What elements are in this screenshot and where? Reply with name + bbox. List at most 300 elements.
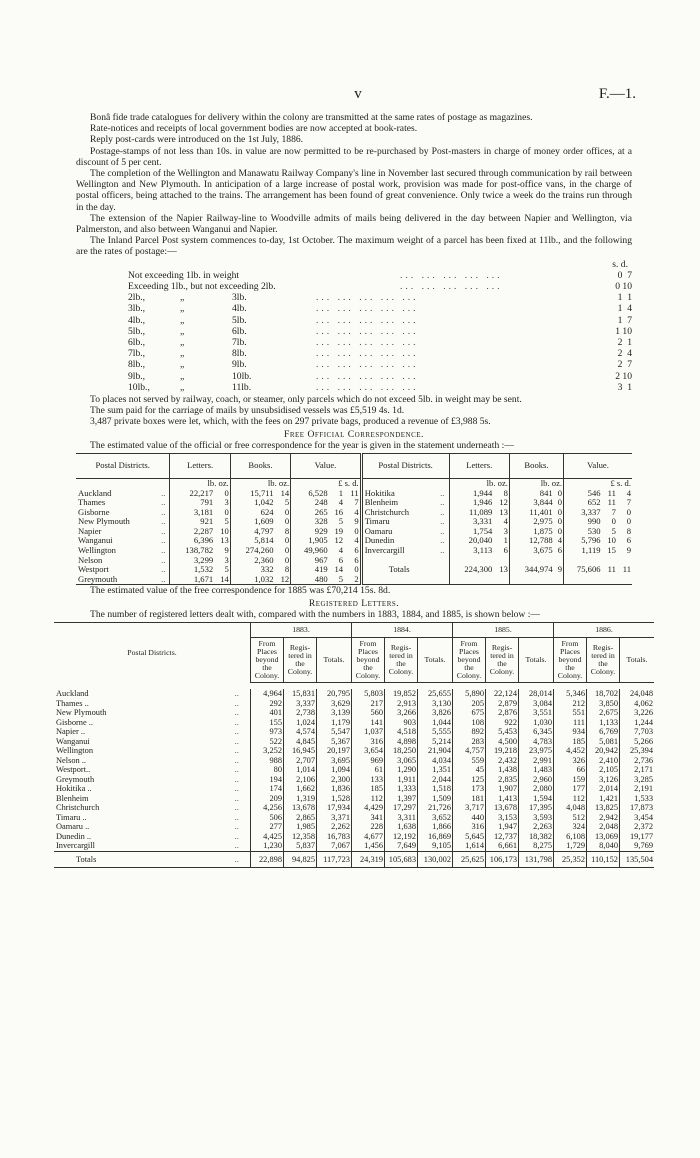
total-value: 2,044 [418, 775, 453, 785]
unit-label: lb. oz. [509, 478, 563, 488]
subheader-from-abroad: From Places beyond the Colony. [453, 638, 486, 683]
leader-dots: .. [223, 813, 250, 823]
rate-from: 9lb., [128, 370, 146, 382]
col-header-district: Postal Districts. [54, 623, 251, 683]
from-abroad-value: 277 [251, 822, 284, 832]
leader-dots: .. [157, 575, 170, 585]
from-abroad-value: 675 [453, 708, 486, 718]
leader-dots: .. [157, 498, 170, 508]
total-value: 5,214 [418, 737, 453, 747]
district-name: Nelson .. [56, 755, 87, 765]
value-pounds: 5,796 [581, 535, 601, 546]
total-value: 20,795 [317, 689, 352, 699]
from-abroad-value: 324 [554, 822, 587, 832]
books-oz: 0 [275, 536, 291, 546]
district-name: Timaru [364, 516, 390, 527]
leader-dots: .. [157, 536, 170, 546]
total-value: 2,991 [519, 756, 554, 766]
books-lb: 1,042 [254, 497, 274, 508]
books-lb: 2,360 [254, 554, 274, 565]
value-pence: 2 [344, 575, 361, 585]
rate-from: 3lb., [128, 303, 146, 315]
registered-value: 18,702 [587, 689, 620, 699]
totals-label: Totals [361, 565, 449, 575]
books-oz: 5 [275, 498, 291, 508]
empty-cell [564, 575, 632, 585]
total-value: 1,044 [418, 718, 453, 728]
rate-row [76, 337, 632, 348]
from-abroad-value: 506 [251, 813, 284, 823]
grand-total: 106,173 [486, 851, 519, 868]
books-lb: 624 [260, 506, 274, 517]
total-value: 1,533 [634, 793, 653, 803]
free-official-intro: The estimated value of the official or free correspondence for the year is given in the statement underneath :— [90, 439, 514, 451]
registered-value: 19,218 [486, 746, 519, 756]
registered-value: 17,297 [385, 803, 418, 813]
value-pence: 11 [344, 489, 361, 499]
value-pence: 6 [626, 535, 631, 546]
from-abroad-value: 212 [554, 699, 587, 709]
total-value: 21,726 [418, 803, 453, 813]
rate-to: 7lb. [232, 336, 247, 348]
leader-dots: ... ... ... ... ... [316, 381, 419, 393]
total-value: 1,179 [317, 718, 352, 728]
district-name: Napier .. [56, 727, 86, 737]
from-abroad-value: 209 [251, 794, 284, 804]
registered-value: 2,105 [587, 765, 620, 775]
total-value: 1,030 [519, 718, 554, 728]
subheader-totals: Totals. [418, 638, 453, 683]
grand-total: 22,898 [251, 851, 284, 868]
from-abroad-value: 4,048 [554, 803, 587, 813]
registered-value: 1,290 [385, 765, 418, 775]
total-value: 5,266 [634, 736, 653, 746]
total-value: 3,551 [519, 708, 554, 718]
total-value: 5,555 [418, 727, 453, 737]
registered-value: 22,124 [486, 689, 519, 699]
leader-dots: .. [223, 851, 250, 868]
year-header-1886: 1886. [554, 623, 655, 638]
books-oz: 14 [275, 489, 291, 499]
leader-dots: ... ... ... ... ... [316, 359, 419, 371]
value-pence: 9 [344, 517, 361, 527]
district-name: Westport [78, 564, 109, 575]
leader-dots: .. [157, 489, 170, 499]
from-abroad-value: 112 [554, 794, 587, 804]
total-value: 2,372 [634, 822, 653, 832]
registered-value: 3,065 [385, 756, 418, 766]
totals-row [54, 851, 654, 868]
from-abroad-value: 401 [251, 708, 284, 718]
leader-dots: .. [223, 841, 250, 851]
rate-value: 2 4 [617, 348, 632, 360]
from-abroad-value: 80 [251, 765, 284, 775]
from-abroad-value: 326 [554, 756, 587, 766]
district-name: Invercargill [364, 545, 405, 556]
total-value: 1,509 [418, 794, 453, 804]
district-name: Oamaru [364, 525, 393, 536]
leader-dots: .. [436, 508, 449, 518]
registered-value: 2,432 [486, 756, 519, 766]
registered-value: 2,707 [284, 756, 317, 766]
table-row [54, 794, 654, 804]
total-value: 9,769 [634, 841, 653, 851]
district-name: Gisborne [78, 506, 110, 517]
total-value: 17,934 [317, 803, 352, 813]
books-lb: 3,844 [533, 497, 553, 508]
rate-from: 2lb., [128, 292, 146, 304]
value-pence: 4 [344, 536, 361, 546]
leader-dots: .. [223, 699, 250, 709]
registered-value: 12,358 [284, 832, 317, 842]
col-header-books: Books. [230, 453, 290, 478]
subheader-totals: Totals. [519, 638, 554, 683]
subheader-from-abroad: From Places beyond the Colony. [554, 638, 587, 683]
total-value: 7,067 [317, 841, 352, 851]
registered-value: 12,192 [385, 832, 418, 842]
col-header-letters: Letters. [170, 453, 230, 478]
total-value: 3,629 [317, 699, 352, 709]
registered-value: 903 [385, 718, 418, 728]
value-pounds: 967 [314, 554, 328, 565]
total-letters-lb: 224,300 [464, 564, 493, 575]
from-abroad-value: 522 [251, 737, 284, 747]
value-pounds: 328 [314, 516, 328, 527]
district-name: Invercargill [56, 841, 95, 851]
total-value: 2,191 [634, 784, 653, 794]
rate-to: 10lb. [232, 370, 252, 382]
letters-oz: 8 [493, 489, 509, 499]
table-row [54, 727, 654, 737]
letters-lb: 11,089 [468, 506, 493, 517]
books-oz: 8 [275, 527, 291, 537]
registered-value: 7,649 [385, 841, 418, 851]
paragraph: Rate-notices and receipts of local government bodies are now accepted at book-rates. [90, 123, 418, 135]
registered-value: 15,831 [284, 689, 317, 699]
letters-oz: 13 [214, 536, 230, 546]
total-value: 1,866 [418, 822, 453, 832]
total-value: 5,547 [317, 727, 352, 737]
rate-row [76, 270, 632, 281]
col-header-value: Value. [564, 453, 632, 478]
from-abroad-value: 61 [352, 765, 385, 775]
ditto-mark: „ [180, 370, 185, 382]
books-oz: 0 [554, 527, 564, 537]
books-lb: 1,875 [533, 525, 553, 536]
from-abroad-value: 141 [352, 718, 385, 728]
registered-value: 3,126 [587, 775, 620, 785]
value-pounds: 530 [587, 525, 601, 536]
registered-value: 8,040 [587, 841, 620, 851]
district-name: Greymouth [78, 573, 118, 584]
total-value: 20,197 [317, 746, 352, 756]
registered-value: 2,738 [284, 708, 317, 718]
unit-label: lb. oz. [170, 478, 230, 488]
rate-value: 3 1 [617, 381, 632, 393]
leader-dots: .. [223, 718, 250, 728]
books-oz: 8 [275, 565, 291, 575]
total-value-shillings: 11 [607, 564, 616, 575]
value-shillings: 5 [338, 573, 344, 584]
value-pence: 4 [626, 487, 631, 498]
from-abroad-value: 934 [554, 727, 587, 737]
table-row [54, 832, 654, 842]
year-header-1885: 1885. [453, 623, 554, 638]
letters-oz: 5 [214, 565, 230, 575]
letters-lb: 3,113 [473, 545, 493, 556]
total-value: 16,783 [317, 832, 352, 842]
registered-value: 1,133 [587, 718, 620, 728]
leader-dots: ... ... ... ... ... [316, 336, 419, 348]
registered-value: 1,438 [486, 765, 519, 775]
leader-dots: .. [157, 508, 170, 518]
from-abroad-value: 559 [453, 756, 486, 766]
total-value: 1,528 [317, 794, 352, 804]
books-lb: 12,788 [529, 535, 553, 546]
rate-row [76, 315, 632, 326]
total-value: 2,736 [634, 755, 653, 765]
books-lb: 2,975 [533, 516, 553, 527]
letters-lb: 3,331 [472, 516, 493, 527]
books-oz: 0 [554, 508, 564, 518]
total-books-lb: 344,974 [524, 564, 553, 575]
books-oz: 0 [275, 517, 291, 527]
leader-dots: ... ... ... ... ... [400, 269, 503, 281]
books-lb: 841 [539, 487, 553, 498]
registered-value: 1,421 [587, 794, 620, 804]
total-value: 3,652 [418, 813, 453, 823]
leader-dots: ... ... ... ... ... [316, 325, 419, 337]
registered-value: 2,835 [486, 775, 519, 785]
registered-value: 4,574 [284, 727, 317, 737]
leader-dots: .. [223, 708, 250, 718]
district-name: Timaru .. [56, 812, 87, 822]
rate-value: 1 10 [615, 325, 632, 337]
rate-row [76, 348, 632, 359]
from-abroad-value: 4,757 [453, 746, 486, 756]
from-abroad-value: 5,890 [453, 689, 486, 699]
value-pounds: 546 [587, 487, 601, 498]
from-abroad-value: 5,346 [554, 689, 587, 699]
registered-value: 1,024 [284, 718, 317, 728]
empty-cell [509, 575, 563, 585]
rate-to: 4lb. [232, 303, 247, 315]
leader-dots: ... ... ... ... ... [400, 281, 503, 293]
ditto-mark: „ [180, 292, 185, 304]
paragraph: Bonâ fide trade catalogues for delivery within the colony are transmitted at the same rates of postage as magazines. [90, 112, 533, 123]
value-pounds: 652 [587, 497, 601, 508]
from-abroad-value: 969 [352, 756, 385, 766]
leader-dots: .. [223, 756, 250, 766]
value-pence: 0 [626, 506, 631, 517]
total-value: 21,904 [418, 746, 453, 756]
col-header-books: Books. [509, 453, 563, 478]
registered-value: 2,942 [587, 813, 620, 823]
books-lb: 274,260 [245, 545, 274, 556]
document-code: F.—1. [598, 86, 636, 102]
leader-dots: .. [223, 737, 250, 747]
leader-dots: .. [223, 727, 250, 737]
total-value: 4,034 [418, 756, 453, 766]
registered-value: 3,850 [587, 699, 620, 709]
total-value: 3,371 [317, 813, 352, 823]
year-header-1884: 1884. [352, 623, 453, 638]
leader-dots: ... ... ... ... ... [316, 303, 419, 315]
leader-dots: ... ... ... ... ... [316, 348, 419, 360]
district-name: Dunedin .. [56, 831, 92, 841]
table-row [54, 822, 654, 832]
value-pounds: 6,528 [308, 487, 328, 498]
from-abroad-value: 973 [251, 727, 284, 737]
empty-cell [361, 575, 449, 585]
grand-total: 105,683 [385, 851, 418, 868]
leader-dots: ... ... ... ... ... [316, 292, 419, 304]
letters-lb: 20,040 [468, 535, 493, 546]
total-value: 28,014 [519, 689, 554, 699]
grand-total: 25,352 [554, 851, 587, 868]
table-row [54, 813, 654, 823]
table-row [54, 699, 654, 709]
rate-row [76, 303, 632, 314]
from-abroad-value: 177 [554, 784, 587, 794]
table-row [54, 718, 654, 728]
rate-row [76, 292, 632, 303]
district-name: Hokitika [364, 487, 395, 498]
total-value: 17,395 [519, 803, 554, 813]
total-value: 2,263 [519, 822, 554, 832]
leader-dots: .. [157, 565, 170, 575]
total-value: 3,826 [418, 708, 453, 718]
paragraph: Reply post-cards were introduced on the 1st July, 1886. [90, 134, 304, 146]
total-value: 16,869 [418, 832, 453, 842]
unit-label: £ s. d. [291, 478, 362, 488]
total-value: 1,518 [418, 784, 453, 794]
free-official-title: Free Official Correspondence. [284, 428, 424, 440]
leader-dots: .. [436, 546, 449, 556]
rate-row [76, 382, 632, 393]
leader-dots: .. [223, 765, 250, 775]
from-abroad-value: 155 [251, 718, 284, 728]
total-value: 17,873 [629, 803, 653, 813]
paragraph: 3,487 private boxes were let, which, with the fees on 297 private bags, produced a revenue of £3,988 5s. [90, 416, 491, 428]
registered-value: 2,014 [587, 784, 620, 794]
from-abroad-value: 6,108 [554, 832, 587, 842]
total-value: 3,285 [634, 774, 653, 784]
letters-oz: 13 [493, 508, 509, 518]
rate-description: Not exceeding 1lb. in weight [128, 269, 240, 281]
value-shillings: 19 [334, 525, 344, 536]
total-value: 19,177 [629, 831, 653, 841]
registered-intro: The number of registered letters dealt with, compared with the numbers in 1883, 1884, and 1885, is shown below :— [90, 608, 541, 620]
free-official-footnote: The estimated value of the free correspondence for 1885 was £70,214 15s. 8d. [90, 585, 391, 597]
value-pence: 4 [344, 508, 361, 518]
col-header-value: Value. [291, 453, 362, 478]
leader-dots: .. [436, 536, 449, 546]
from-abroad-value: 1,614 [453, 841, 486, 851]
empty-cell [449, 575, 509, 585]
registered-value: 2,879 [486, 699, 519, 709]
from-abroad-value: 174 [251, 784, 284, 794]
from-abroad-value: 194 [251, 775, 284, 785]
from-abroad-value: 4,256 [251, 803, 284, 813]
total-value: 24,048 [629, 689, 653, 699]
letters-lb: 1,532 [193, 564, 214, 575]
grand-total: 131,798 [519, 851, 554, 868]
value-shillings: 12 [334, 535, 344, 546]
from-abroad-value: 3,717 [453, 803, 486, 813]
grand-total: 110,152 [587, 851, 620, 868]
table-row [54, 784, 654, 794]
value-pounds: 990 [587, 516, 601, 527]
table-row [54, 765, 654, 775]
district-name: New Plymouth [56, 708, 107, 718]
from-abroad-value: 551 [554, 708, 587, 718]
paragraph: Postage-stamps of not less than 10s. in value are now permitted to be re-purchased by Post-masters in charge of money order offices, at a discount of 5 per cent. [76, 145, 632, 168]
district-name: Blenheim [56, 793, 89, 803]
registered-title: Registered Letters. [308, 597, 400, 609]
value-shillings: 15 [607, 545, 616, 556]
table-row [54, 756, 654, 766]
books-oz: 0 [275, 508, 291, 518]
grand-total: 25,625 [453, 851, 486, 868]
rate-value: 2 10 [615, 370, 632, 382]
registered-value: 2,876 [486, 708, 519, 718]
value-shillings: 7 [611, 506, 616, 517]
rate-to: 8lb. [232, 348, 247, 360]
registered-value: 1,638 [385, 822, 418, 832]
value-pence: 6 [344, 546, 361, 556]
registered-value: 6,769 [587, 727, 620, 737]
from-abroad-value: 4,452 [554, 746, 587, 756]
registered-value: 5,081 [587, 737, 620, 747]
leader-dots: .. [157, 517, 170, 527]
letters-oz: 10 [214, 527, 230, 537]
registered-value: 5,453 [486, 727, 519, 737]
total-value: 18,382 [519, 832, 554, 842]
free-correspondence-table [76, 453, 632, 586]
registered-value: 13,678 [486, 803, 519, 813]
parcel-rates [76, 259, 632, 393]
total-value: 3,084 [519, 699, 554, 709]
district-name: Westport.. [56, 765, 91, 775]
intro-paragraphs [76, 112, 632, 258]
from-abroad-value: 159 [554, 775, 587, 785]
table-row [54, 746, 654, 756]
district-name: Auckland [56, 689, 89, 699]
unit-label: £ s. d. [610, 477, 631, 488]
page-header [80, 86, 636, 106]
rate-row [76, 371, 632, 382]
value-shillings: 1 [338, 487, 344, 498]
subheader-registered-in-colony: Regis-tered in the Colony. [284, 638, 317, 683]
from-abroad-value: 283 [453, 737, 486, 747]
total-value: 5,367 [317, 737, 352, 747]
books-lb: 4,797 [254, 525, 274, 536]
rate-description: Exceeding 1lb., but not exceeding 2lb. [128, 281, 276, 293]
from-abroad-value: 173 [453, 784, 486, 794]
rate-value: 1 4 [617, 303, 632, 315]
leader-dots: .. [223, 746, 250, 756]
total-value-pence: 11 [622, 564, 631, 575]
books-oz: 6 [554, 546, 564, 556]
district-name: Christchurch [364, 506, 410, 517]
total-value: 2,300 [317, 775, 352, 785]
ditto-mark: „ [180, 314, 185, 326]
from-abroad-value: 4,429 [352, 803, 385, 813]
from-abroad-value: 3,252 [251, 746, 284, 756]
subheader-registered-in-colony: Regis-tered in the Colony. [587, 638, 620, 683]
value-pounds: 1,905 [308, 535, 328, 546]
